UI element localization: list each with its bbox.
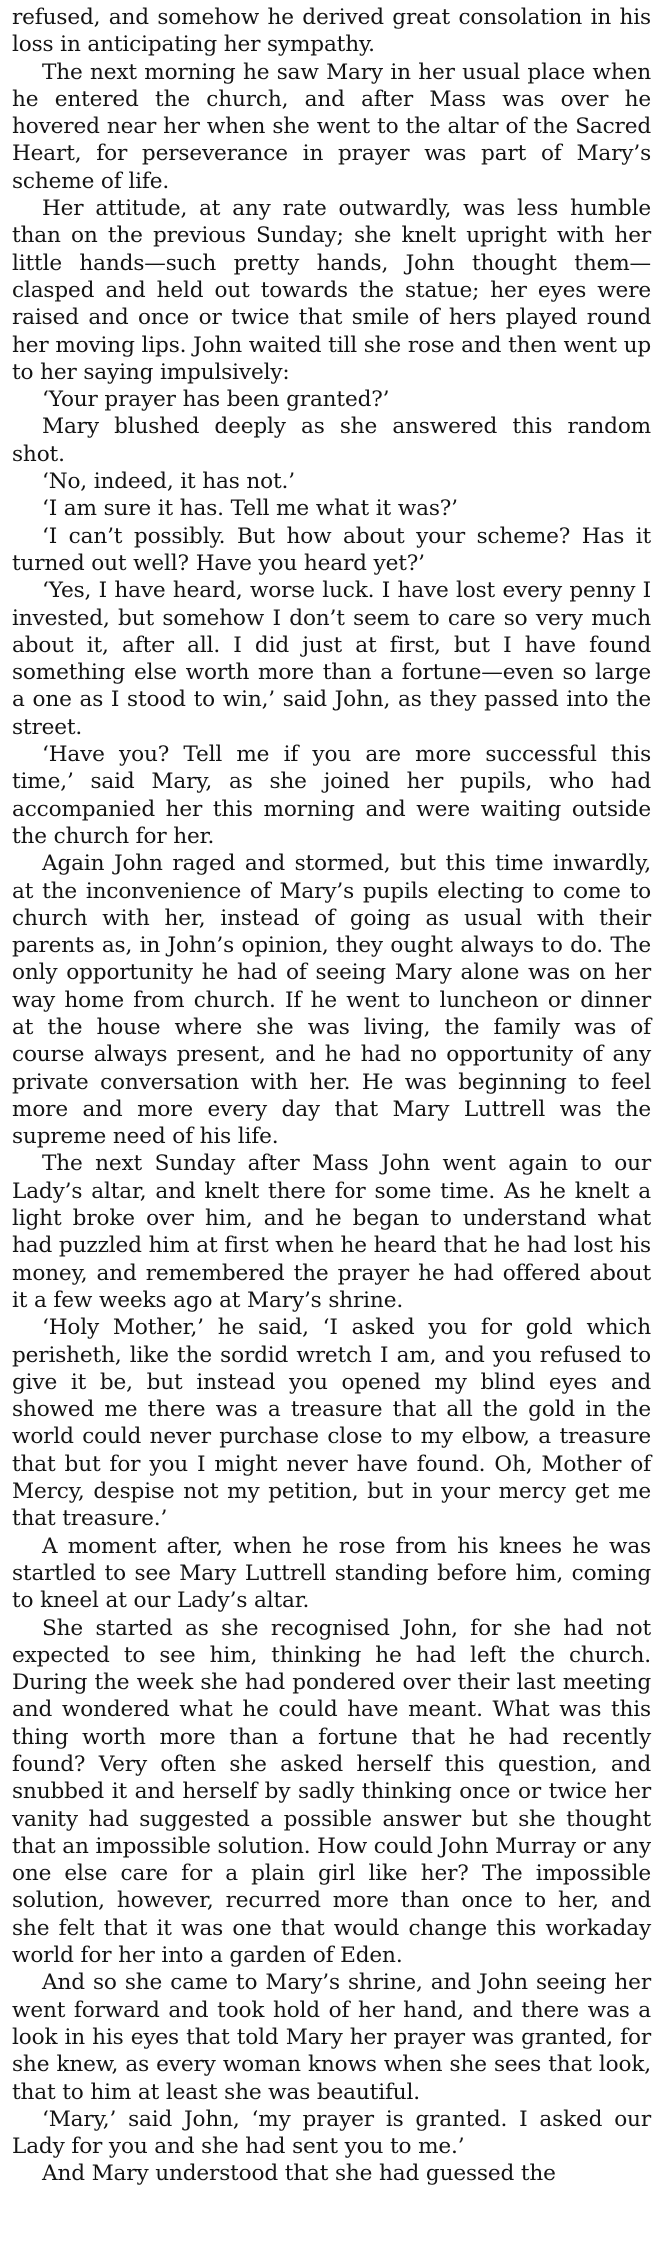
paragraph: The next morning he saw Mary in her usual place when he entered the church, and after Mass was over he hovered near her when she went to the altar of the Sacred Heart, for perseverance in prayer was part of Mary’s scheme of life. <box>12 59 651 194</box>
paragraph: ‘Holy Mother,’ he said, ‘I asked you for gold which perisheth, like the sordid wretch I am, and you refused to give it be, but instead you opened my blind eyes and showed me there was a treasure that all the gold in the world could never purchase close to my elbow, a treasure that but for you I might never have found. Oh, Mother of Mercy, despise not my petition, but in your mercy get me that treasure.’ <box>12 1315 651 1532</box>
paragraph: ‘I can’t possibly. But how about your scheme? Has it turned out well? Have you heard yet?’ <box>12 523 651 576</box>
paragraph: ‘Your prayer has been granted?’ <box>42 387 390 413</box>
paragraph: ‘No, indeed, it has not.’ <box>42 469 295 495</box>
paragraph: Mary blushed deeply as she answered this random shot. <box>12 414 651 467</box>
paragraph: ‘Mary,’ said John, ‘my prayer is granted. I asked our Lady for you and she had sent you to me.’ <box>12 2106 651 2160</box>
paragraph: Again John raged and stormed, but this time inwardly, at the inconvenience of Mary’s pupils electing to come to church with her, instead of going as usual with their parents as, in John’s opinion, they ought always to do. The only opportunity he had of seeing Mary alone was on her way home from church. If he went to luncheon or dinner at the house where she was living, the family was of course always present, and he had no opportunity of any private conversation with her. He was beginning to feel more and more every day that Mary Luttrell was the supreme need of his life. <box>12 851 651 1150</box>
paragraph: refused, and somehow he derived great consolation in his loss in anticipating her sympathy. <box>12 5 651 58</box>
paragraph: The next Sunday after Mass John went again to our Lady’s altar, and knelt there for some time. As he knelt a light broke over him, and he began to understand what had puzzled him at first when he heard that he had lost his money, and remembered the prayer he had offered about it a few weeks ago at Mary’s shrine. <box>12 1151 651 1313</box>
paragraph: ‘Have you? Tell me if you are more successful this time,’ said Mary, as she joined her pupils, who had accompanied her this morning and were waiting outside the church for her. <box>12 742 651 849</box>
paragraph: ‘Yes, I have heard, worse luck. I have lost every penny I invested, but somehow I don’t seem to care so very much about it, after all. I did just at first, but I have found something else worth more than a fortune—even so large a one as I stood to win,’ said John, as they passed into the street. <box>12 578 651 740</box>
paragraph: And Mary understood that she had guessed the <box>42 2161 556 2187</box>
paragraph: Her attitude, at any rate outwardly, was less humble than on the previous Sunday; she knelt upright with her little hands—such pretty hands, John thought them—clasped and held out towards the statue; her eyes were raised and once or twice that smile of hers played round her moving lips. John waited till she rose and then went up to her saying impulsively: <box>12 196 651 385</box>
paragraph: She started as she recognised John, for she had not expected to see him, thinking he had left the church. During the week she had pondered over their last meeting and wondered what he could have meant. What was this thing worth more than a fortune that he had recently found? Very often she asked herself this question, and snubbed it and herself by sadly thinking once or twice her vanity had suggested a possible answer but she thought that an impossible solution. How could John Murray or any one else care for a plain girl like her? The impossible solution, however, recurred more than once to her, and she felt that it was one that would change this workaday world for her into a garden of Eden. <box>12 1615 651 1969</box>
paragraph: A moment after, when he rose from his knees he was startled to see Mary Luttrell standing before him, coming to kneel at our Lady’s altar. <box>12 1533 651 1614</box>
paragraph: And so she came to Mary’s shrine, and John seeing her went forward and took hold of her hand, and there was a look in his eyes that told Mary her prayer was granted, for she knew, as every woman knows when she sees that look, that to him at least she was beautiful. <box>12 1970 651 2105</box>
paragraph: ‘I am sure it has. Tell me what it was?’ <box>42 496 458 522</box>
